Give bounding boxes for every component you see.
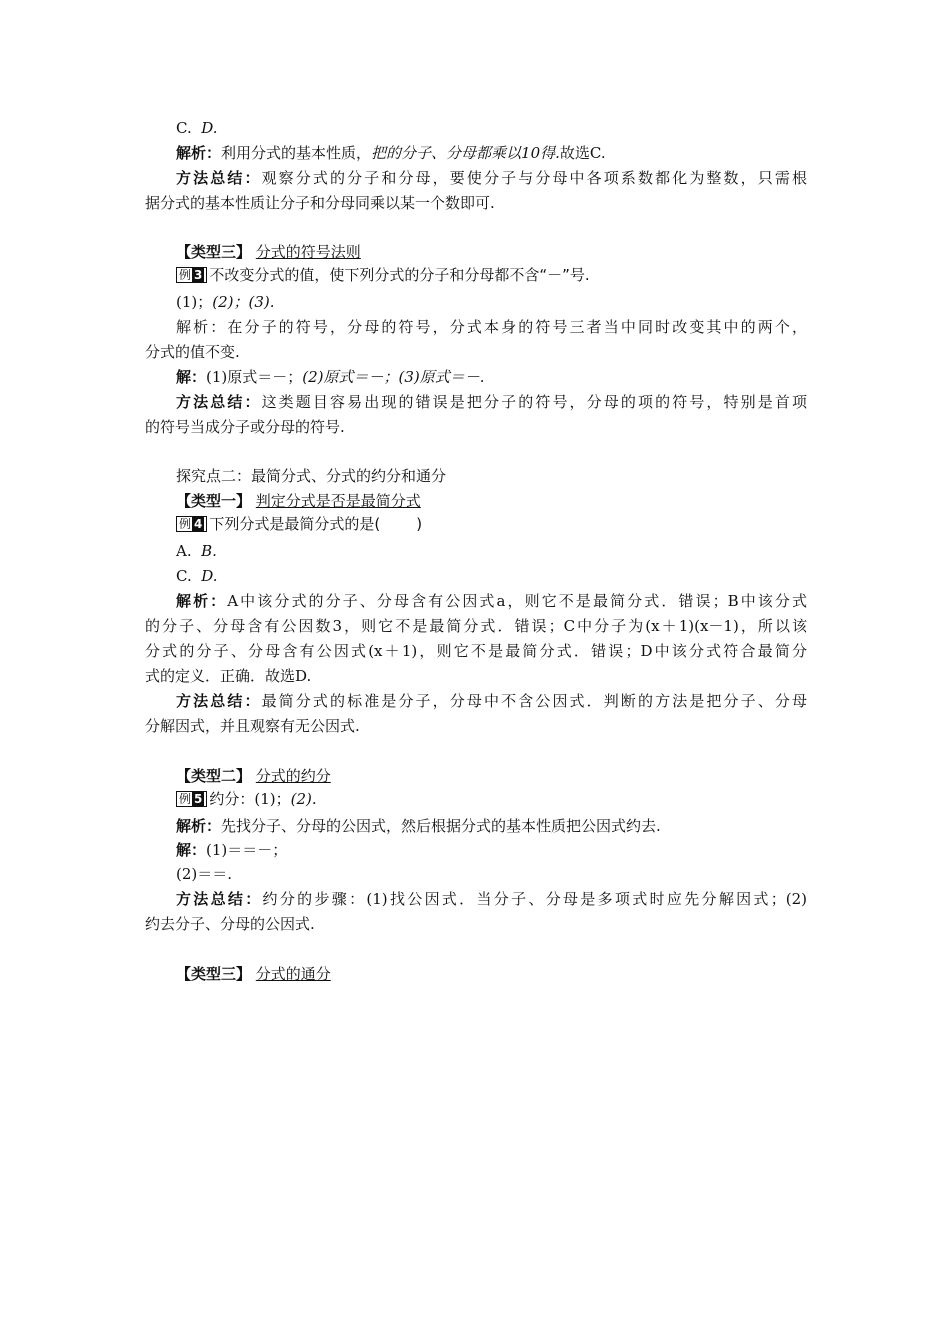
method-summary-5-line1: 方法总结：约分的步骤：(1)找公因式．当分子、分母是多项式时应先分解因式；(2): [176, 890, 807, 908]
method-summary-3-line1: 方法总结：这类题目容易出现的错误是把分子的符号，分母的项的符号，特别是首项: [176, 393, 807, 411]
analysis-paragraph-4-line3: 分式的分子、分母含有公因式(x＋1)，则它不是最简分式．错误；D中该分式符合最简分: [145, 642, 807, 660]
analysis-paragraph-1: 解析：利用分式的基本性质，把的分子、分母都乘以10得.故选C.: [176, 144, 606, 162]
analysis-paragraph-3-line2: 分式的值不变.: [145, 343, 240, 361]
analysis-paragraph-5: 解析：先找分子、分母的公因式，然后根据分式的基本性质把公因式约去.: [176, 817, 661, 835]
example-badge: 例 5: [176, 791, 207, 807]
method-summary-1-line2: 据分式的基本性质让分子和分母同乘以某一个数即可.: [145, 194, 495, 212]
type3-heading-sign-rule: 【类型三】 分式的符号法则: [176, 243, 361, 261]
method-summary-3-line2: 的符号当成分子或分母的符号.: [145, 418, 345, 436]
type2-heading: 【类型二】 分式的约分: [176, 767, 331, 785]
analysis-paragraph-4-line4: 式的定义．正确．故选D.: [145, 667, 312, 685]
method-summary-5-line2: 约去分子、分母的公因式.: [145, 915, 315, 933]
solution-3: 解：(1)原式＝－；(2)原式＝－；(3)原式＝－.: [176, 368, 485, 386]
analysis-paragraph-4-line2: 的分子、分母含有公因数3，则它不是最简分式．错误；C中分子为(x＋1)(x－1)，所以该: [145, 617, 807, 635]
example-3: 例 3 不改变分式的值，使下列分式的分子和分母都不含“－”号.: [176, 263, 807, 287]
analysis-paragraph-3-line1: 解析：在分子的符号，分母的符号，分式本身的符号三者当中同时改变其中的两个，: [176, 318, 807, 336]
analysis-paragraph-4-line1: 解析：A中该分式的分子、分母含有公因式a，则它不是最简分式．错误；B中该分式: [176, 592, 807, 610]
example-4: 例 4 下列分式是最简分式的是( ): [176, 512, 807, 536]
solution-5-line1: 解：(1)＝＝－；: [176, 841, 288, 859]
type3-heading-common-denominator: 【类型三】 分式的通分: [176, 965, 331, 983]
example-3-items: (1)；(2)；(3).: [176, 293, 275, 311]
type1-heading: 【类型一】 判定分式是否是最简分式: [176, 492, 421, 510]
example-5: 例 5 约分：(1)；(2).: [176, 787, 807, 811]
example-badge: 例 4: [176, 516, 207, 532]
example-badge: 例 3: [176, 267, 207, 283]
example-4-options-cd: C. D.: [176, 567, 218, 585]
solution-5-line2: (2)＝＝.: [176, 865, 233, 883]
answer-options-cd: C. D.: [176, 119, 218, 137]
method-summary-1-line1: 方法总结：观察分式的分子和分母，要使分子与分母中各项系数都化为整数，只需根: [176, 169, 807, 187]
example-4-options-ab: A. B.: [176, 542, 217, 560]
method-summary-4-line2: 分解因式，并且观察有无公因式.: [145, 717, 360, 735]
method-summary-4-line1: 方法总结：最简分式的标准是分子，分母中不含公因式．判断的方法是把分子、分母: [176, 692, 807, 710]
analysis-label: 解析：: [176, 144, 222, 162]
section-2-heading: 探究点二：最简分式、分式的约分和通分: [176, 467, 447, 485]
